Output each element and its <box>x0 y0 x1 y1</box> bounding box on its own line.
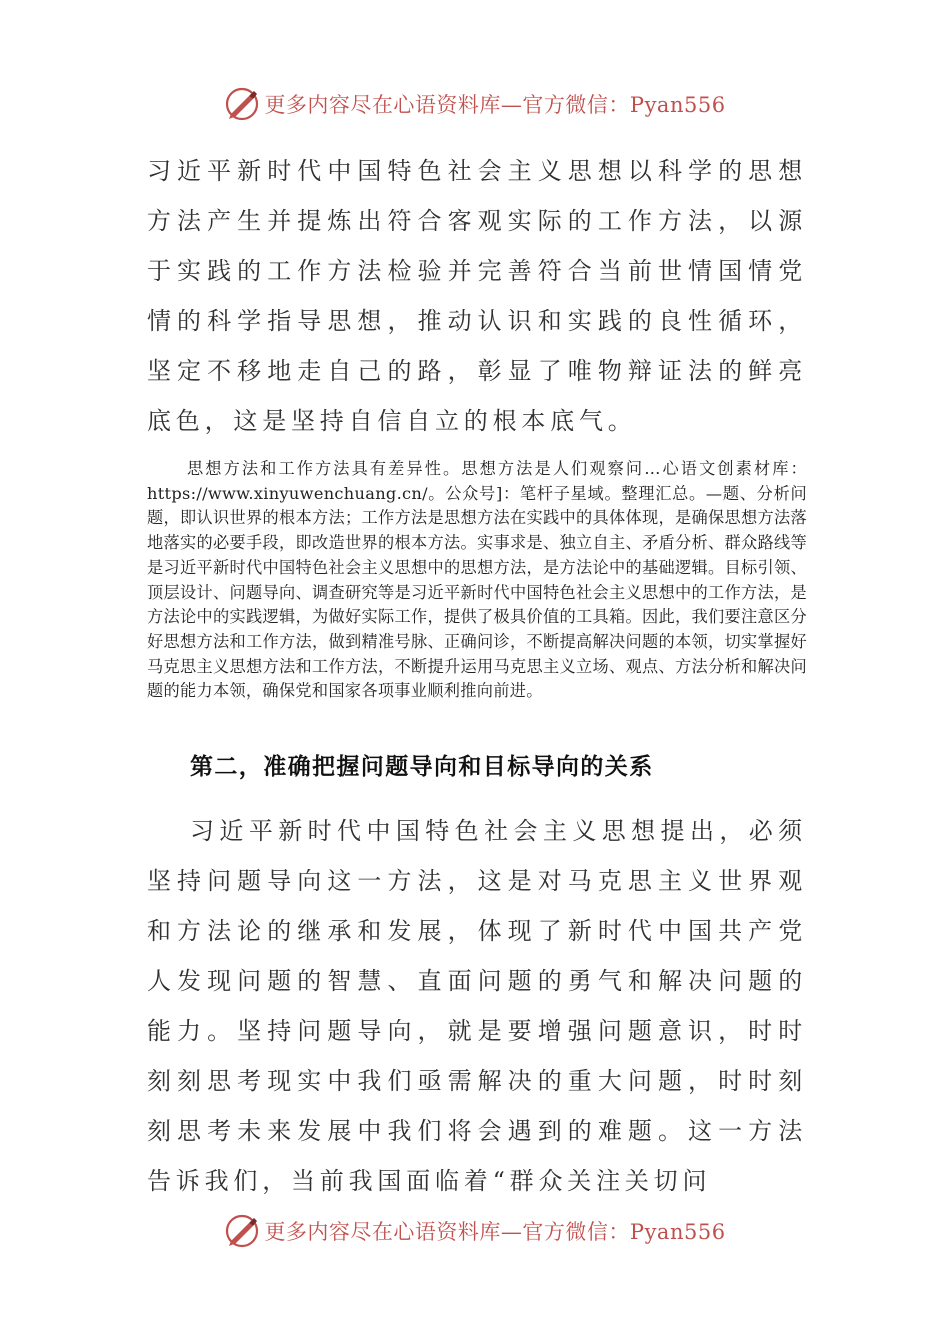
footer-watermark-banner <box>0 1211 950 1251</box>
banner-text: 更多内容尽在心语资料库—官方微信：Pyan556 <box>264 1220 726 1244</box>
body-paragraph-small: 思想方法和工作方法具有差异性。思想方法是人们观察问…心语文创素材库：https://www.xinyuwenchuang.cn/。公众号]：笔杆子星域。整理汇总。—题、分析问题，即认识世界的根本方法；工作方法是思想方法在实践中的具体体现，是确保思想方法落地落实的必要手段，即改造世界的根本方法。实事求是、独立自主、矛盾分析、群众路线等是习近平新时代中国特色社会主义思想中的思想方法，是方法论中的基础逻辑。目标引领、顶层设计、问题导向、调查研究等是习近平新时代中国特色社会主义思想中的工作方法，是方法论中的实践逻辑，为做好实际工作，提供了极具价值的工具箱。因此，我们要注意区分好思想方法和工作方法，做到精准号脉、正确问诊，不断提高解决问题的本领，切实掌握好马克思主义思想方法和工作方法，不断提升运用马克思主义立场、观点、方法分析和解决问题的能力本领，确保党和国家各项事业顺利推向前进。 <box>147 459 807 701</box>
section-heading: 第二，准确把握问题导向和目标导向的关系 <box>190 753 654 780</box>
pen-logo-icon <box>224 86 260 122</box>
banner-text: 更多内容尽在心语资料库—官方微信：Pyan556 <box>264 93 726 117</box>
header-watermark-banner <box>0 84 950 124</box>
body-paragraph-1: 习近平新时代中国特色社会主义思想以科学的思想方法产生并提炼出符合客观实际的工作方法，以源于实践的工作方法检验并完善符合当前世情国情党情的科学指导思想，推动认识和实践的良性循环，坚定不移地走自己的路，彰显了唯物辩证法的鲜亮底色，这是坚持自信自立的根本底气。 <box>147 157 807 435</box>
pen-logo-icon <box>224 1213 260 1249</box>
body-paragraph-2: 习近平新时代中国特色社会主义思想提出，必须坚持问题导向这一方法，这是对马克思主义世界观和方法论的继承和发展，体现了新时代中国共产党人发现问题的智慧、直面问题的勇气和解决问题的能力。坚持问题导向，就是要增强问题意识，时时刻刻思考现实中我们亟需解决的重大问题，时时刻刻思考未来发展中我们将会遇到的难题。这一方法告诉我们，当前我国面临着“群众关注关切问 <box>147 817 807 1195</box>
